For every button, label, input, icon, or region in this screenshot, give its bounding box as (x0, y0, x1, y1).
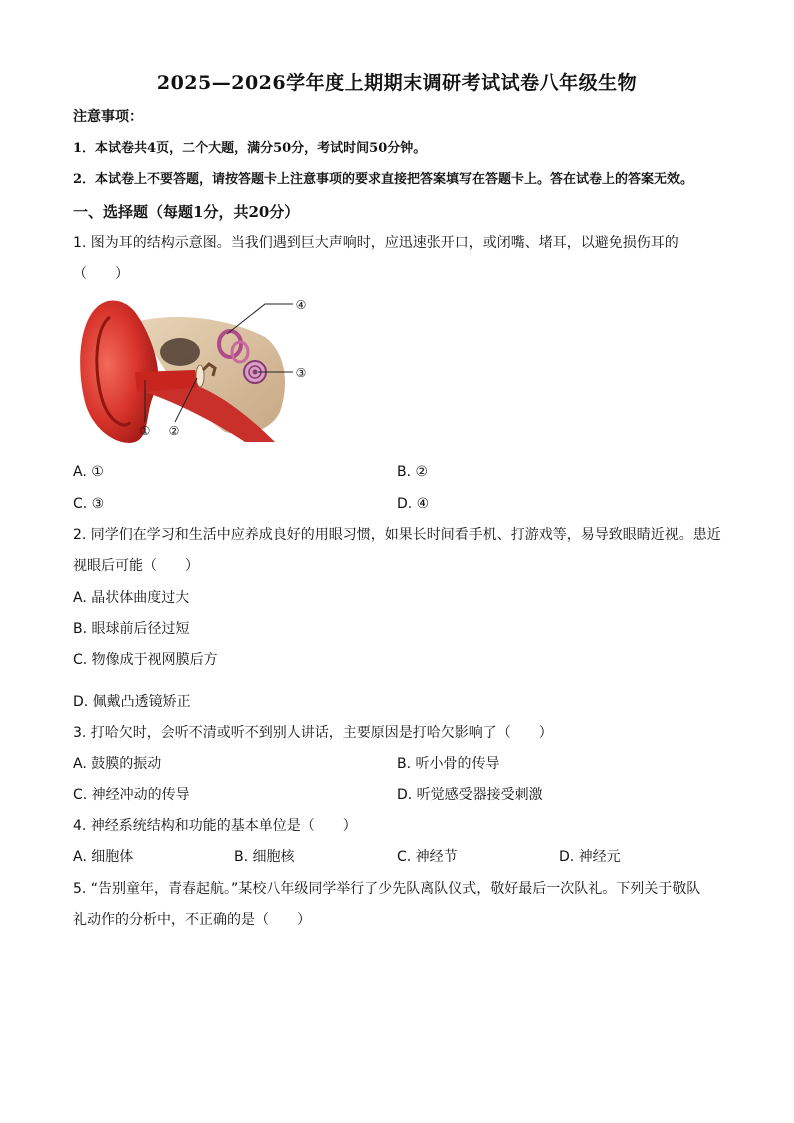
q4-stem: 4. 神经系统结构和功能的基本单位是（ ） (73, 818, 357, 834)
q2-stem: 2. 同学们在学习和生活中应养成良好的用眼习惯，如果长时间看手机、打游戏等，易导致眼睛近视。患近 (73, 527, 721, 543)
q4-option-c: C. 神经节 (397, 849, 458, 865)
q1-option-d: D. ④ (397, 496, 430, 512)
mastoid-cells (160, 338, 200, 366)
ear-structure-diagram (75, 292, 315, 447)
label-2: ② (168, 424, 180, 438)
q1-option-b: B. ② (397, 464, 429, 480)
q4-option-d: D. 神经元 (559, 849, 621, 865)
q4-option-a: A. 细胞体 (73, 849, 134, 865)
q5-stem-continued: 礼动作的分析中，不正确的是（ ） (73, 912, 311, 928)
notice-item-2: 2．本试卷上不要答题，请按答题卡上注意事项的要求直接把答案填写在答题卡上。答在试卷上的答案无效。 (73, 172, 694, 187)
notice-heading: 注意事项： (73, 109, 143, 125)
section-heading-choice: 一、选择题（每题1分，共20分） (73, 203, 300, 221)
q1-option-a: A. ① (73, 464, 104, 480)
q5-stem: 5. “告别童年，青春起航。”某校八年级同学举行了少先队离队仪式，敬好最后一次队礼。下列关于敬队 (73, 881, 701, 897)
q2-option-c: C. 物像成于视网膜后方 (73, 652, 218, 668)
q1-option-c: C. ③ (73, 496, 105, 512)
q2-option-b: B. 眼球前后径过短 (73, 621, 190, 637)
q3-stem: 3. 打哈欠时，会听不清或听不到别人讲话，主要原因是打哈欠影响了（ ） (73, 725, 553, 741)
q2-stem-continued: 视眼后可能（ ） (73, 558, 199, 574)
q4-option-b: B. 细胞核 (234, 849, 295, 865)
label-4: ④ (295, 298, 307, 312)
q3-option-b: B. 听小骨的传导 (397, 756, 500, 772)
q3-option-a: A. 鼓膜的振动 (73, 756, 162, 772)
notice-item-1: 1．本试卷共4页，二个大题，满分50分，考试时间50分钟。 (73, 141, 427, 156)
q2-option-a: A. 晶状体曲度过大 (73, 590, 190, 606)
exam-title: 2025—2026学年度上期期末调研考试试卷八年级生物 (156, 72, 638, 94)
q1-stem: 1. 图为耳的结构示意图。当我们遇到巨大声响时，应迅速张开口，或闭嘴、堵耳，以避免损伤耳的 (73, 235, 679, 251)
q1-blank: （ ） (73, 266, 129, 282)
label-1: ① (139, 424, 151, 438)
q3-option-c: C. 神经冲动的传导 (73, 787, 190, 803)
q3-option-d: D. 听觉感受器接受刺激 (397, 787, 543, 803)
cochlea-center (253, 370, 258, 375)
q2-option-d: D. 佩戴凸透镜矫正 (73, 694, 191, 710)
label-3: ③ (295, 366, 307, 380)
